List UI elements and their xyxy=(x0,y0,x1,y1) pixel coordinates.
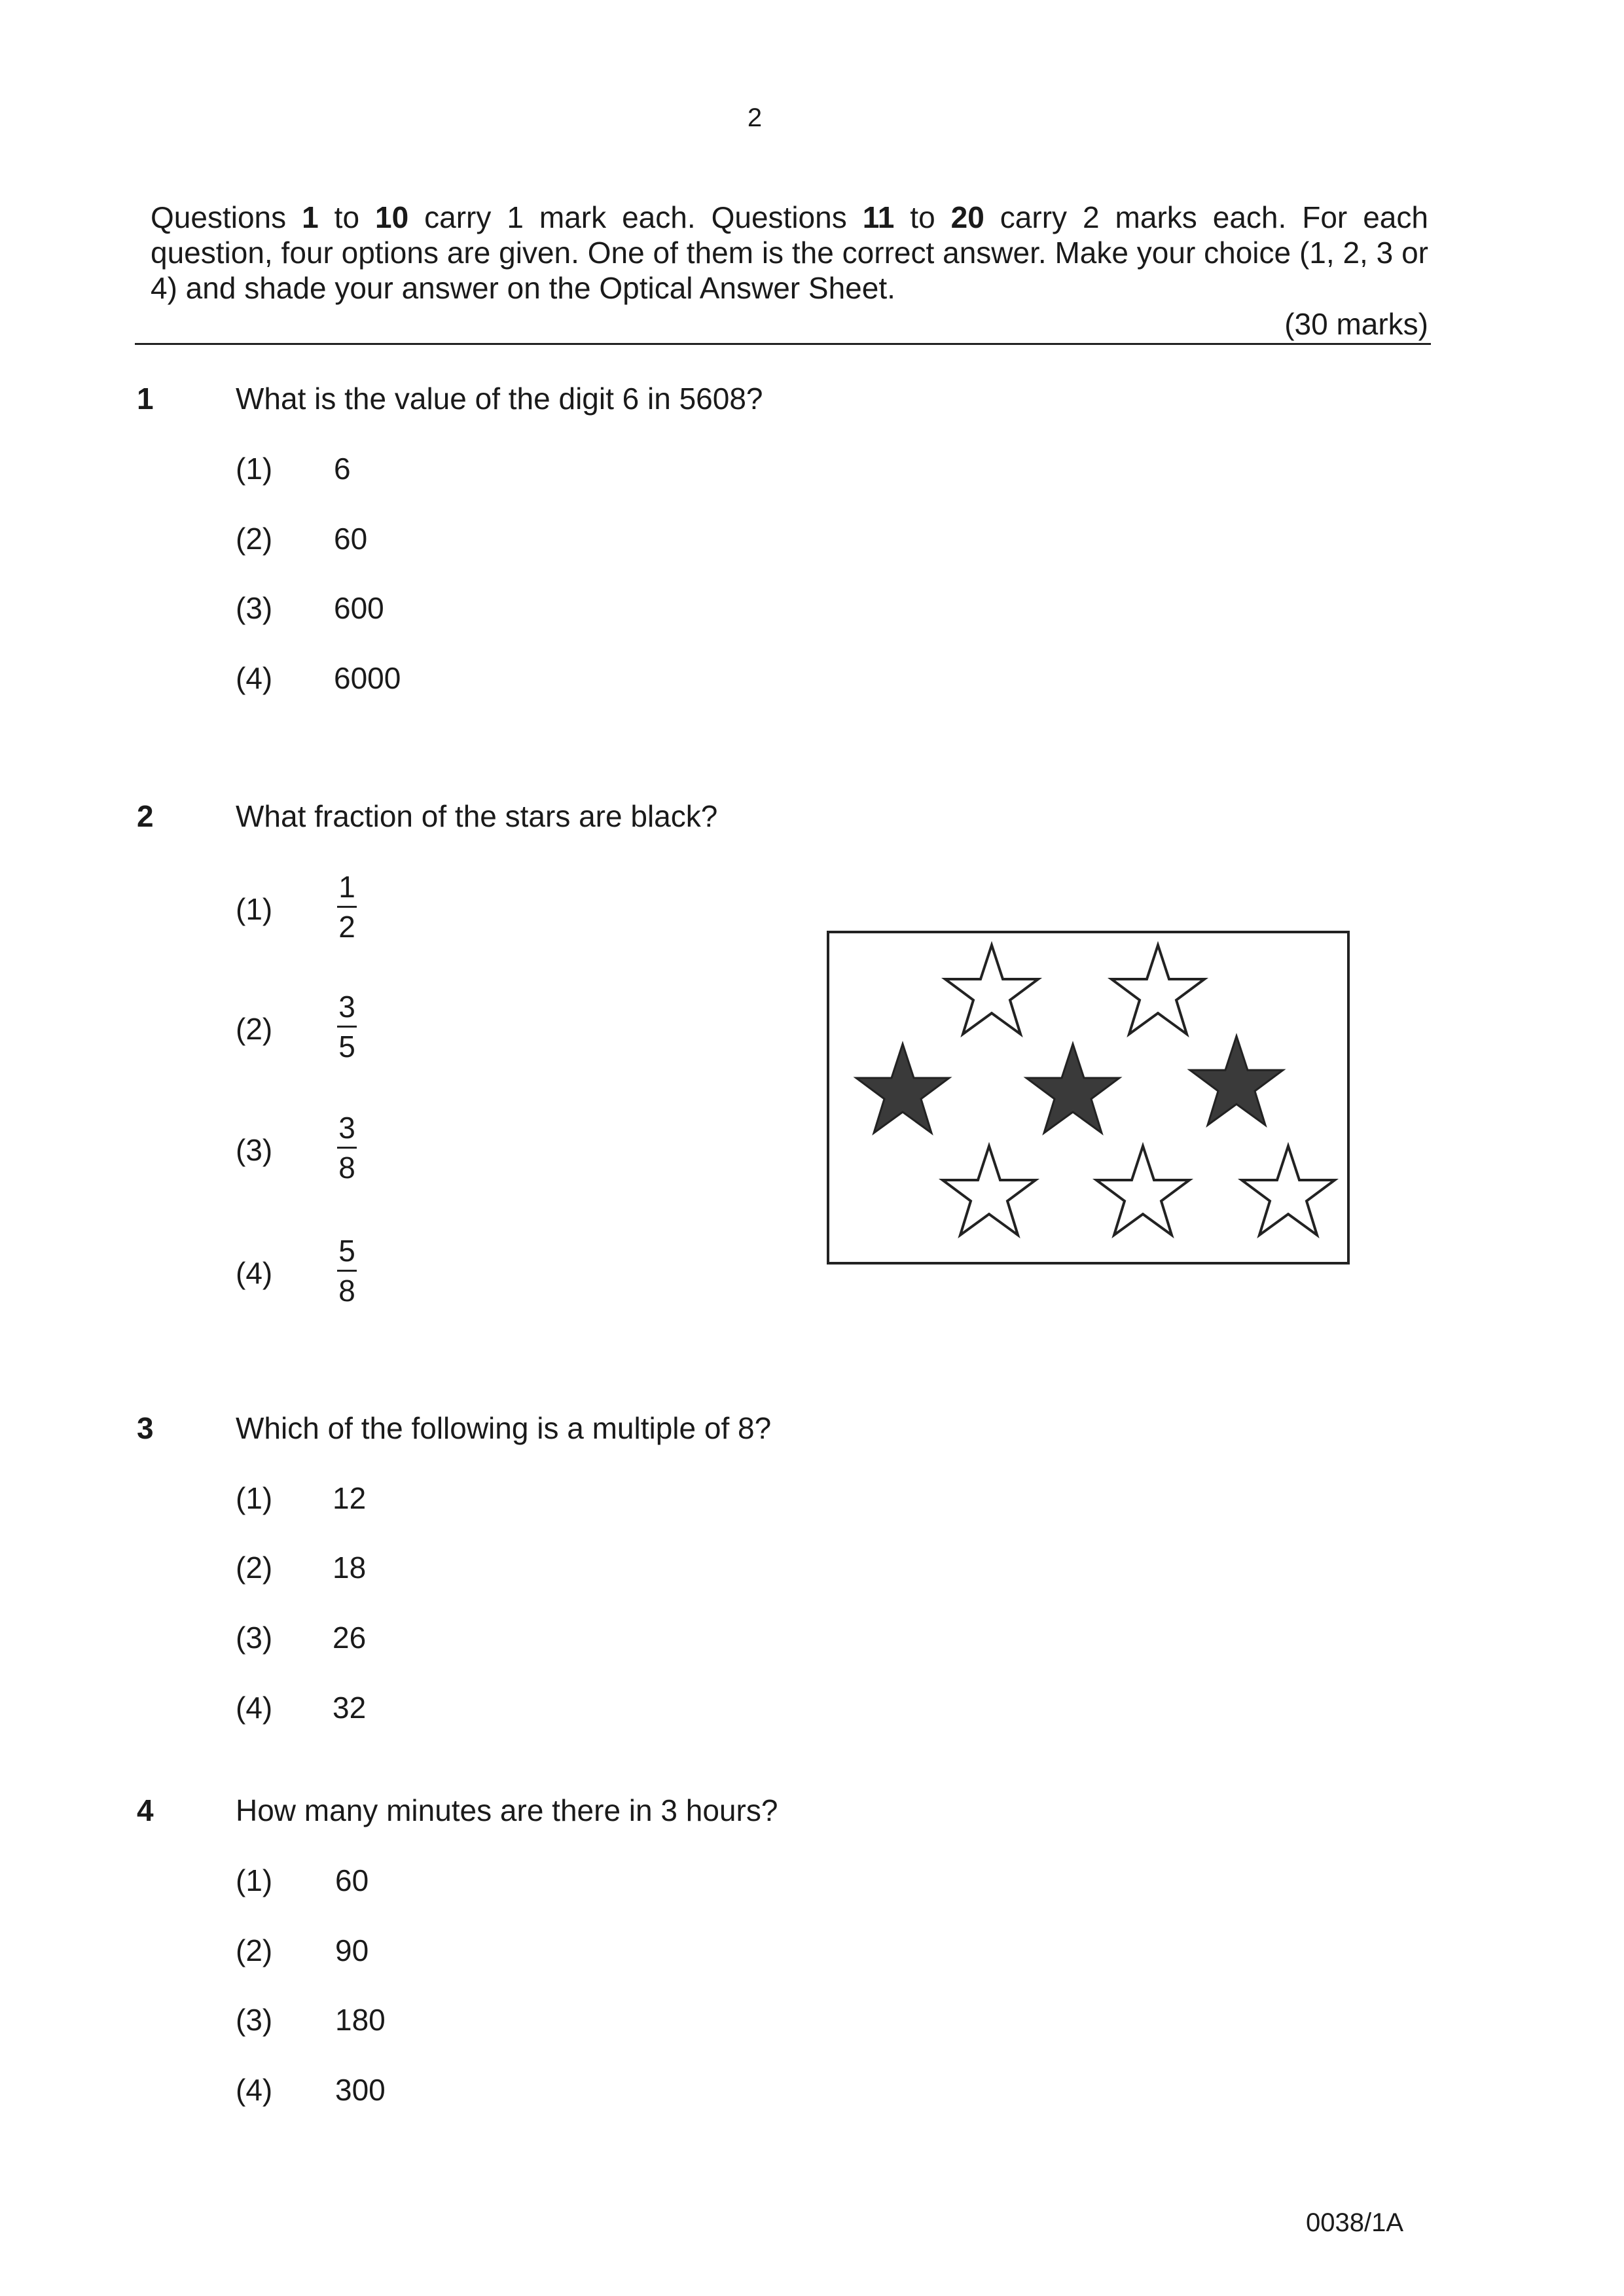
denominator: 5 xyxy=(338,1030,355,1064)
question-1-option-4-value: 6000 xyxy=(334,661,401,695)
white-star-icon xyxy=(945,945,1038,1034)
question-2-option-1-label[interactable]: (1) xyxy=(236,892,273,926)
question-4-text: How many minutes are there in 3 hours? xyxy=(236,1793,778,1827)
numerator: 3 xyxy=(338,990,355,1024)
star-figure-graphic xyxy=(829,933,1347,1262)
question-3-option-1-label[interactable]: (1) xyxy=(236,1481,273,1515)
question-2-option-2-fraction xyxy=(327,992,367,1062)
question-2-number: 2 xyxy=(137,799,154,833)
black-star-icon xyxy=(856,1044,949,1133)
question-4-option-1-value: 60 xyxy=(335,1863,369,1897)
question-4-option-2-label[interactable]: (2) xyxy=(236,1933,273,1967)
question-1-option-2-label[interactable]: (2) xyxy=(236,522,273,556)
divider xyxy=(135,343,1431,345)
question-4-option-4-value: 300 xyxy=(335,2073,386,2107)
numerator: 5 xyxy=(338,1234,355,1268)
white-star-icon xyxy=(943,1146,1036,1235)
question-1-option-3-label[interactable]: (3) xyxy=(236,591,273,625)
denominator: 8 xyxy=(338,1274,355,1308)
question-3-option-2-value: 18 xyxy=(333,1551,367,1585)
question-1-option-3-value: 600 xyxy=(334,591,384,625)
question-1-text: What is the value of the digit 6 in 5608? xyxy=(236,382,763,416)
question-3-option-1-value: 12 xyxy=(333,1481,367,1515)
instructions: Questions 1 to 10 carry 1 mark each. Questions 11 to 20 carry 2 marks each. For each question, four options are given. One of them is the correct answer. Make your choice (1, 2, 3 or 4) and shade your answer on the Optical Answer Sheet. xyxy=(151,200,1428,305)
question-4-option-1-label[interactable]: (1) xyxy=(236,1863,273,1897)
question-3-option-2-label[interactable]: (2) xyxy=(236,1551,273,1585)
total-marks: (30 marks) xyxy=(1284,307,1428,341)
question-1-option-1-label[interactable]: (1) xyxy=(236,452,273,486)
question-2-option-4-fraction xyxy=(327,1236,367,1306)
white-star-icon xyxy=(1096,1146,1189,1235)
question-4-option-2-value: 90 xyxy=(335,1933,369,1967)
question-4-option-3-label[interactable]: (3) xyxy=(236,2003,273,2037)
numerator: 1 xyxy=(338,870,355,904)
question-1-option-4-label[interactable]: (4) xyxy=(236,661,273,695)
page-number: 2 xyxy=(747,103,763,132)
question-4-number: 4 xyxy=(137,1793,154,1827)
question-1-option-2-value: 60 xyxy=(334,522,368,556)
question-3-option-4-value: 32 xyxy=(333,1691,367,1725)
fraction-bar xyxy=(337,906,357,908)
white-star-icon xyxy=(1242,1146,1335,1235)
fraction-bar xyxy=(337,1270,357,1272)
question-3-option-4-label[interactable]: (4) xyxy=(236,1691,273,1725)
question-1-number: 1 xyxy=(137,382,154,416)
question-3-option-3-value: 26 xyxy=(333,1621,367,1655)
fraction-bar xyxy=(337,1147,357,1149)
question-2-option-1-fraction xyxy=(327,872,367,942)
question-2-option-2-label[interactable]: (2) xyxy=(236,1012,273,1046)
numerator: 3 xyxy=(338,1111,355,1145)
question-3-number: 3 xyxy=(137,1411,154,1445)
question-4-option-3-value: 180 xyxy=(335,2003,386,2037)
question-2-option-4-label[interactable]: (4) xyxy=(236,1256,273,1290)
denominator: 8 xyxy=(338,1151,355,1185)
paper-code: 0038/1A xyxy=(1306,2208,1404,2237)
black-star-icon xyxy=(1026,1044,1119,1133)
question-2-option-3-fraction xyxy=(327,1113,367,1183)
question-3-option-3-label[interactable]: (3) xyxy=(236,1621,273,1655)
fraction-bar xyxy=(337,1026,357,1028)
question-2-option-3-label[interactable]: (3) xyxy=(236,1133,273,1167)
question-1-option-1-value: 6 xyxy=(334,452,351,486)
white-star-icon xyxy=(1111,945,1204,1034)
question-3-text: Which of the following is a multiple of 8? xyxy=(236,1411,772,1445)
star-figure xyxy=(827,931,1350,1265)
question-4-option-4-label[interactable]: (4) xyxy=(236,2073,273,2107)
denominator: 2 xyxy=(338,910,355,944)
question-2-text: What fraction of the stars are black? xyxy=(236,799,718,833)
black-star-icon xyxy=(1190,1036,1283,1125)
